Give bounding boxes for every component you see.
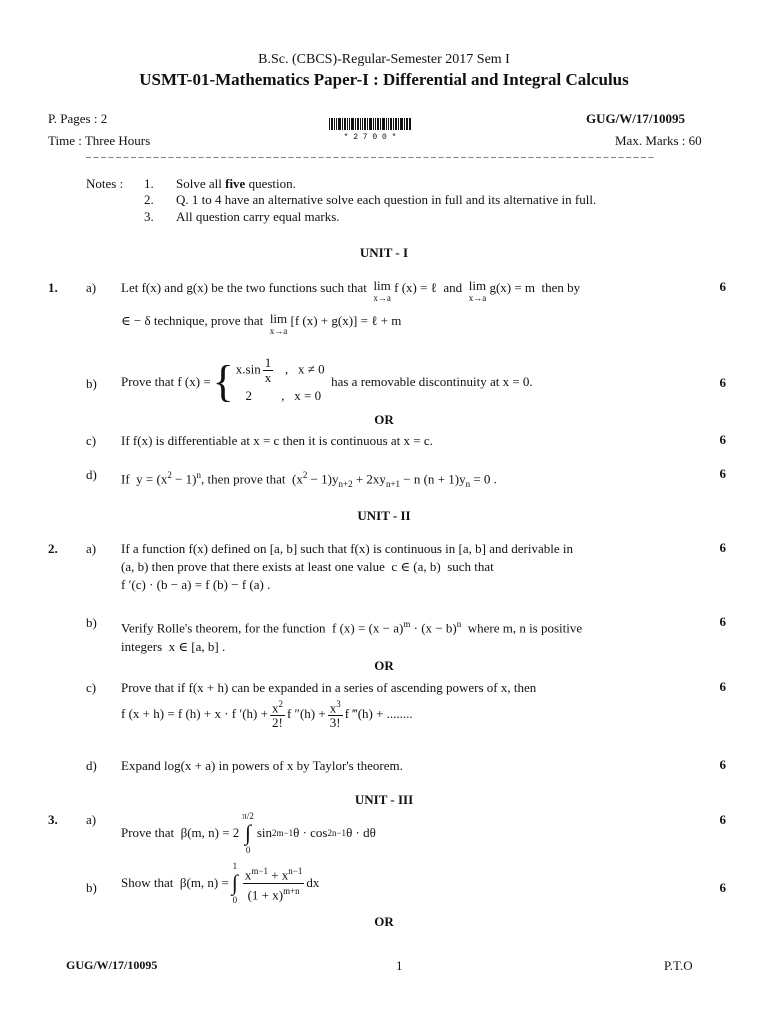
q2b-marks: 6	[719, 614, 726, 629]
barcode	[329, 118, 411, 142]
paper-code: GUG/W/17/10095	[586, 111, 685, 126]
q1d-text: If $y = (x^2 - 1)^n$, then prove that $(x^2 - 1)y_{n+2} + 2xy_{n+1} - n$ $(n + 1)y_n = 0$ .	[121, 470, 497, 489]
q2c-label: c)	[86, 680, 97, 695]
barcode-text: * 2 7 0 0 *	[343, 133, 397, 142]
q1c-text: If f(x) is differentiable at x = c then it is continuous at x = c.	[121, 433, 433, 448]
or-3: OR	[374, 914, 394, 929]
q1-number: 1.	[48, 280, 58, 295]
note-3-number: 3.	[144, 209, 154, 224]
q1b-label: b)	[86, 376, 97, 391]
or-2: OR	[374, 658, 394, 673]
notes-label: Notes :	[86, 176, 124, 191]
q1a-marks: 6	[719, 279, 726, 294]
q2a-label: a)	[86, 541, 97, 556]
q1a-line1: Let f(x) and g(x) be the two functions such that lim x→a f (x) = ℓ and lim x→a g(x) = m then by	[121, 278, 581, 303]
q3-number: 3.	[48, 812, 58, 827]
q3a-label: a)	[86, 812, 97, 827]
q3b-formula: Show that β(m, n) = 1 ∫ 0 $\frac{x^{m-1} + x^{n-1}}{(1 + x)^{m+n}}$ dx	[121, 861, 320, 905]
q2c-marks: 6	[719, 679, 726, 694]
q2c-formula: f (x + h) = f (h) + x · f ′(h) + $\frac{x^2}{2!}$ f ″(h) + $\frac{x^3}{3!}$ f ‴(h) + ........	[121, 699, 413, 731]
note-1-number: 1.	[144, 176, 154, 191]
note-1-text: Solve all five question.	[176, 176, 296, 191]
q2b-line2: integers x ∈ [a, b] .	[121, 639, 226, 654]
page-number: 1	[396, 958, 403, 973]
paper-title: USMT-01-Mathematics Paper-I : Differential and Integral Calculus	[139, 70, 629, 89]
q2d-marks: 6	[719, 757, 726, 772]
unit-3-heading: UNIT - III	[354, 792, 414, 807]
pto-label: P.T.O	[664, 958, 693, 973]
q2a-line3: f ′(c) · (b − a) = f (b) − f (a) .	[121, 577, 271, 592]
q1d-label: d)	[86, 467, 97, 482]
barcode-bars-icon	[329, 118, 411, 130]
note-2-text: Q. 1 to 4 have an alternative solve each question in full and its alternative in full.	[176, 192, 597, 207]
q1b-text: Prove that f (x) = { x.sin $\frac{1}{x}$ , x ≠ 0 2 , x = 0 has a removable discontinuity at x = 0.	[121, 355, 533, 406]
q1d-marks: 6	[719, 466, 726, 481]
time-allowed: Time : Three Hours	[48, 133, 151, 148]
page-count: P. Pages : 2	[48, 111, 108, 126]
q3b-label: b)	[86, 880, 97, 895]
footer-code: GUG/W/17/10095	[66, 958, 158, 972]
q1a-label: a)	[86, 280, 97, 295]
q2a-line2: (a, b) then prove that there exists at least one value c ∈ (a, b) such that	[121, 559, 494, 574]
note-3-text: All question carry equal marks.	[176, 209, 340, 224]
q1b-marks: 6	[719, 375, 726, 390]
max-marks: Max. Marks : 60	[615, 133, 702, 148]
q1c-label: c)	[86, 433, 97, 448]
or-1: OR	[374, 412, 394, 427]
q2a-line1: If a function f(x) defined on [a, b] such that f(x) is continuous in [a, b] and derivable in	[121, 541, 573, 556]
q2c-text: Prove that if f(x + h) can be expanded in a series of ascending powers of x, then	[121, 680, 537, 695]
divider-line: _ _ _ _ _ _ _ _ _ _ _ _ _ _ _ _ _ _ _ _ _ _ _ _ _ _ _ _ _ _ _ _ _ _ _ _ _ _ _ _ _ _ _ _ _ _ _ _ _ _ _ _ _ _ _ _ _ _ _ _ _ _ _ _ _ _ _ _ _ _ _ _ _ _ _ _	[86, 148, 654, 159]
q1c-marks: 6	[719, 432, 726, 447]
unit-1-heading: UNIT - I	[359, 245, 409, 260]
q3a-formula: Prove that β(m, n) = 2 π/2 ∫ 0 sin 2m−1 θ · cos 2n−1 θ · dθ	[121, 811, 376, 855]
q3b-marks: 6	[719, 880, 726, 895]
q2b-label: b)	[86, 615, 97, 630]
note-2-number: 2.	[144, 192, 154, 207]
q2d-label: d)	[86, 758, 97, 773]
q1a-line2: ∈ − δ technique, prove that lim x→a [f (x) + g(x)] = ℓ + m	[121, 311, 402, 336]
q3a-marks: 6	[719, 812, 726, 827]
q2-number: 2.	[48, 541, 58, 556]
exam-title-line1: B.Sc. (CBCS)-Regular-Semester 2017 Sem I	[258, 52, 510, 67]
q2a-marks: 6	[719, 540, 726, 555]
q2b-line1: Verify Rolle's theorem, for the function f $(x) = (x - a)^m \cdot (x - b)^n$ where m, n is positive	[121, 619, 583, 636]
unit-2-heading: UNIT - II	[357, 508, 411, 523]
q2d-text: Expand log(x + a) in powers of x by Taylor's theorem.	[121, 758, 403, 773]
